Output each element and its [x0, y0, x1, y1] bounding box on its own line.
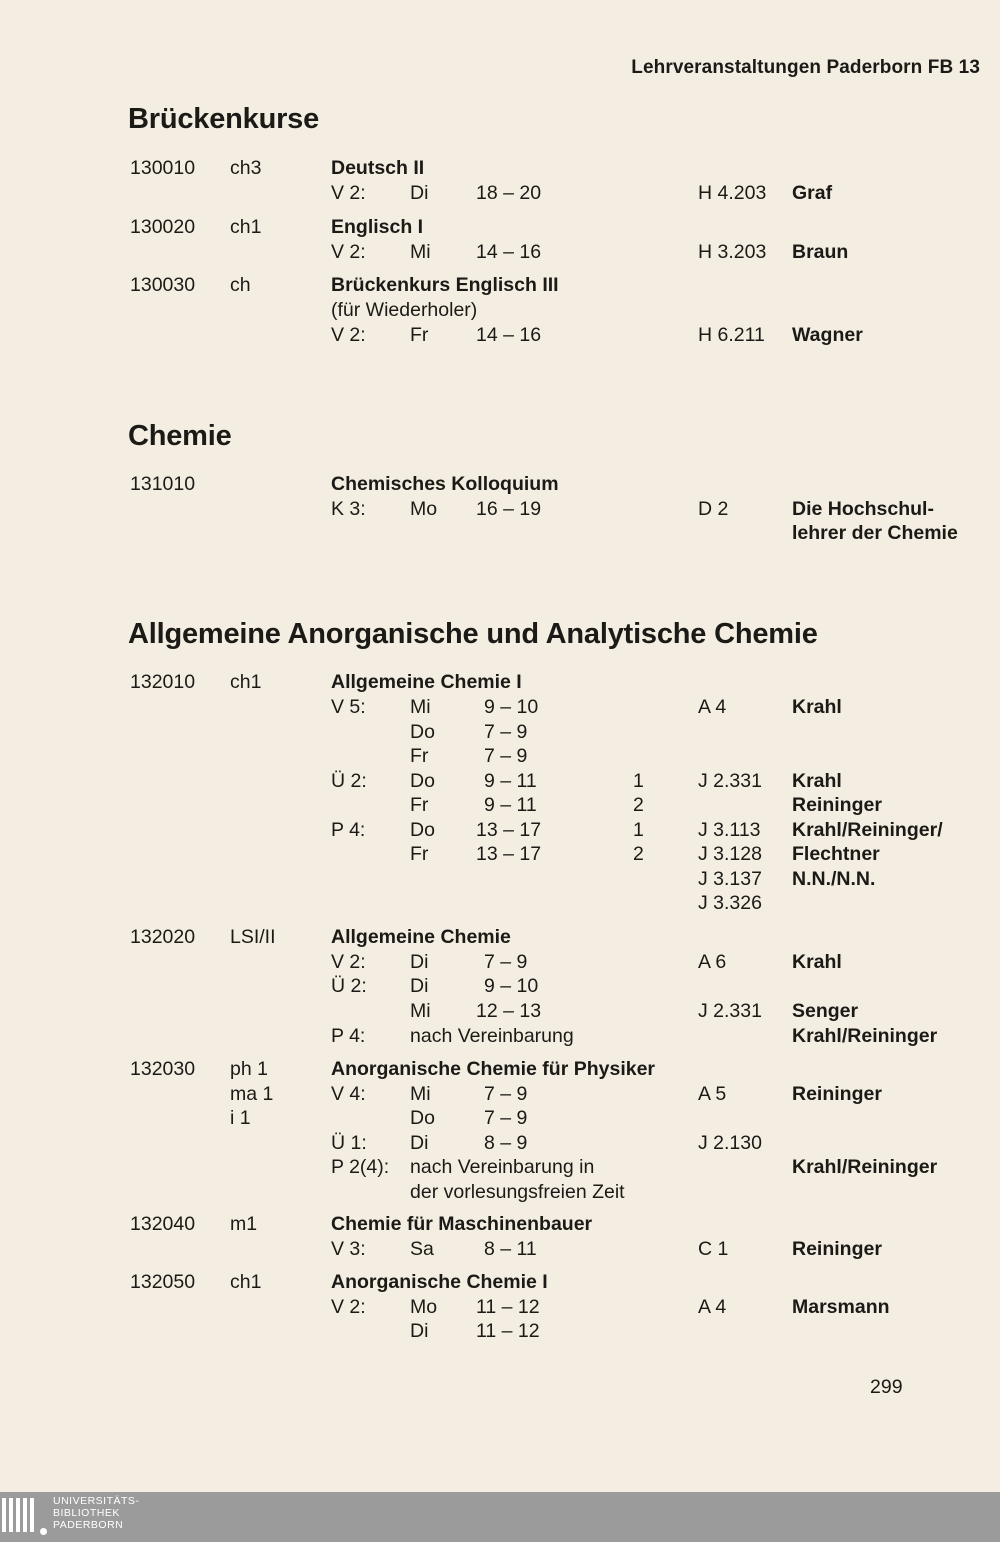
course-text: 8 – 9 — [484, 1132, 528, 1154]
course-text: V 4: — [331, 1083, 366, 1105]
course-text: J 3.326 — [698, 892, 762, 914]
course-text: 7 – 9 — [484, 721, 528, 743]
course-text-bold: Marsmann — [792, 1296, 890, 1318]
course-text: i 1 — [230, 1107, 251, 1129]
course-text-bold: Krahl — [792, 696, 842, 718]
course-text: P 4: — [331, 819, 366, 841]
course-text: ph 1 — [230, 1058, 268, 1080]
course-text: A 6 — [698, 951, 727, 973]
course-text: 132020 — [130, 926, 196, 948]
course-text: 13 – 17 — [476, 819, 542, 841]
course-text: 7 – 9 — [484, 1107, 528, 1129]
course-text-bold: Krahl — [792, 951, 842, 973]
course-text: Fr — [410, 324, 429, 346]
course-text: Di — [410, 1132, 429, 1154]
course-text: 9 – 11 — [484, 770, 537, 792]
course-text: 13 – 17 — [476, 843, 542, 865]
course-text: V 3: — [331, 1238, 366, 1260]
course-text-bold: Allgemeine Chemie — [331, 926, 511, 948]
course-text: H 3.203 — [698, 241, 767, 263]
course-text: 130030 — [130, 274, 196, 296]
course-text: Sa — [410, 1238, 434, 1260]
course-text: nach Vereinbarung in — [410, 1156, 595, 1178]
course-text: nach Vereinbarung — [410, 1025, 574, 1047]
course-text: Do — [410, 770, 435, 792]
course-text: Di — [410, 182, 429, 204]
course-text: 14 – 16 — [476, 241, 542, 263]
course-text: Fr — [410, 794, 429, 816]
course-text: 1 — [633, 819, 644, 841]
course-text: Do — [410, 721, 435, 743]
library-footer-bar — [0, 1492, 1000, 1542]
course-text: Di — [410, 1320, 429, 1342]
course-text: der vorlesungsfreien Zeit — [410, 1181, 625, 1203]
course-text: 14 – 16 — [476, 324, 542, 346]
section-title-chemie: Chemie — [128, 420, 232, 452]
library-name-line: BIBLIOTHEK — [53, 1507, 120, 1519]
page-number: 299 — [870, 1376, 903, 1398]
course-text-bold: Reininger — [792, 794, 882, 816]
course-text: H 6.211 — [698, 324, 765, 346]
course-text: J 2.331 — [698, 1000, 762, 1022]
course-text-bold: Chemie für Maschinenbauer — [331, 1213, 593, 1235]
course-text: Mo — [410, 498, 438, 520]
course-text: Di — [410, 951, 429, 973]
course-text-bold: Krahl — [792, 770, 842, 792]
course-text-bold: Brückenkurs Englisch III — [331, 274, 559, 296]
library-logo-icon — [2, 1498, 46, 1534]
course-text: 7 – 9 — [484, 1083, 528, 1105]
course-text-bold: lehrer der Chemie — [792, 522, 958, 544]
running-header: Lehrveranstaltungen Paderborn FB 13 — [631, 57, 980, 78]
course-text: 7 – 9 — [484, 951, 528, 973]
course-text-bold: Englisch I — [331, 216, 424, 238]
course-text: Do — [410, 1107, 435, 1129]
course-text: J 3.113 — [698, 819, 761, 841]
course-text: 2 — [633, 843, 644, 865]
library-name-line: UNIVERSITÄTS- — [53, 1495, 140, 1507]
course-text: A 4 — [698, 696, 727, 718]
course-text: V 2: — [331, 241, 366, 263]
course-text: Mi — [410, 1083, 431, 1105]
course-text-bold: Krahl/Reininger — [792, 1156, 938, 1178]
course-text: 11 – 12 — [476, 1296, 540, 1318]
course-text-bold: Krahl/Reininger/ — [792, 819, 943, 841]
course-text: J 3.137 — [698, 868, 762, 890]
course-text: V 2: — [331, 1296, 366, 1318]
course-text-bold: Chemisches Kolloquium — [331, 473, 559, 495]
course-text: 9 – 10 — [484, 696, 539, 718]
course-text: 11 – 12 — [476, 1320, 540, 1342]
course-text: 132050 — [130, 1271, 196, 1293]
course-text: 132030 — [130, 1058, 196, 1080]
course-text: P 4: — [331, 1025, 366, 1047]
course-text: 2 — [633, 794, 644, 816]
course-text: 131010 — [130, 473, 196, 495]
course-text: Do — [410, 819, 435, 841]
course-text: V 5: — [331, 696, 366, 718]
course-text-bold: Reininger — [792, 1238, 882, 1260]
course-text: ch1 — [230, 671, 262, 693]
course-text: 132010 — [130, 671, 196, 693]
course-text: LSI/II — [230, 926, 276, 948]
course-text: 130010 — [130, 157, 196, 179]
course-text-bold: Wagner — [792, 324, 863, 346]
course-text: J 2.331 — [698, 770, 762, 792]
course-text: J 3.128 — [698, 843, 762, 865]
course-text-bold: N.N./N.N. — [792, 868, 876, 890]
course-text: A 5 — [698, 1083, 727, 1105]
course-text-bold: Krahl/Reininger — [792, 1025, 938, 1047]
course-text: ma 1 — [230, 1083, 274, 1105]
course-text-bold: Anorganische Chemie I — [331, 1271, 548, 1293]
course-text: ch — [230, 274, 251, 296]
course-text: (für Wiederholer) — [331, 299, 478, 321]
course-text: Mi — [410, 241, 431, 263]
course-text: 18 – 20 — [476, 182, 542, 204]
course-text: 9 – 11 — [484, 794, 537, 816]
course-text: Ü 1: — [331, 1132, 367, 1154]
course-text: P 2(4): — [331, 1156, 390, 1178]
course-text: m1 — [230, 1213, 258, 1235]
course-text-bold: Braun — [792, 241, 849, 263]
course-text: A 4 — [698, 1296, 727, 1318]
course-text: 8 – 11 — [484, 1238, 537, 1260]
course-text: 1 — [633, 770, 644, 792]
section-title-brueckenkurse: Brückenkurse — [128, 103, 320, 135]
course-text: V 2: — [331, 182, 366, 204]
library-name-line: PADERBORN — [53, 1519, 124, 1531]
course-text-bold: Anorganische Chemie für Physiker — [331, 1058, 656, 1080]
course-text: 132040 — [130, 1213, 196, 1235]
course-text: 7 – 9 — [484, 745, 528, 767]
course-text: 130020 — [130, 216, 196, 238]
course-text: Fr — [410, 843, 429, 865]
course-text-bold: Senger — [792, 1000, 859, 1022]
library-name — [53, 1495, 139, 1531]
course-text: Ü 2: — [331, 975, 367, 997]
section-title-allgemeine: Allgemeine Anorganische und Analytische Chemie — [128, 618, 818, 650]
course-text-bold: Deutsch II — [331, 157, 425, 179]
course-text: Mi — [410, 696, 431, 718]
course-text: K 3: — [331, 498, 366, 520]
course-text: 16 – 19 — [476, 498, 542, 520]
course-text: H 4.203 — [698, 182, 767, 204]
course-text: ch1 — [230, 216, 262, 238]
course-text: Fr — [410, 745, 429, 767]
course-text: C 1 — [698, 1238, 729, 1260]
course-text: Di — [410, 975, 429, 997]
course-text: ch1 — [230, 1271, 262, 1293]
course-text: ch3 — [230, 157, 262, 179]
course-text: 9 – 10 — [484, 975, 539, 997]
course-text: 12 – 13 — [476, 1000, 542, 1022]
course-text: V 2: — [331, 951, 366, 973]
course-text: Mi — [410, 1000, 431, 1022]
course-text-bold: Allgemeine Chemie I — [331, 671, 522, 693]
course-text-bold: Flechtner — [792, 843, 880, 865]
course-text: Ü 2: — [331, 770, 367, 792]
course-text-bold: Graf — [792, 182, 833, 204]
course-text-bold: Die Hochschul- — [792, 498, 934, 520]
course-text: Mo — [410, 1296, 438, 1318]
course-text: J 2.130 — [698, 1132, 762, 1154]
course-text: V 2: — [331, 324, 366, 346]
course-text-bold: Reininger — [792, 1083, 882, 1105]
course-text: D 2 — [698, 498, 729, 520]
